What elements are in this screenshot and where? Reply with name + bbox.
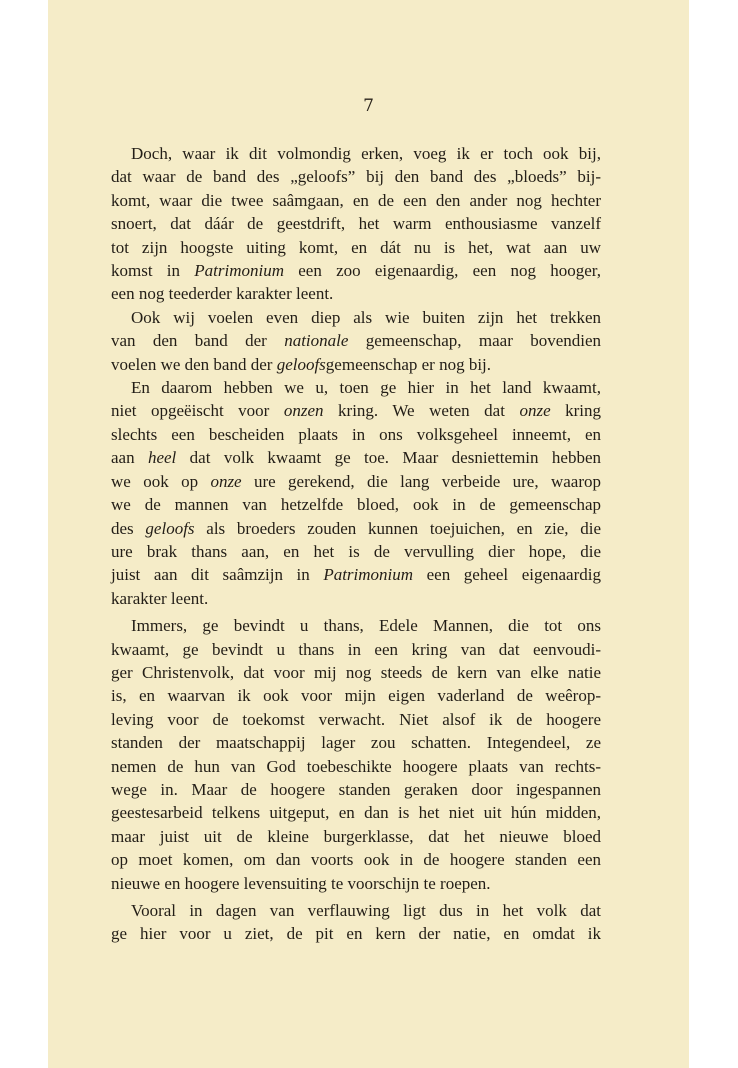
text-line: karakter leent. — [111, 588, 209, 608]
text-line: juist aan dit saâmzijn in Patrimonium een geheel eigenaardig — [111, 565, 601, 585]
text-line: we de mannen van hetzelfde bloed, ook in de gemeenschap — [111, 495, 601, 515]
text-line: aan heel dat volk kwaamt ge toe. Maar desniettemin hebben — [111, 448, 601, 468]
text-line: ger Christenvolk, dat voor mij nog steeds de kern van elke natie — [111, 662, 601, 682]
text-line: nemen de hun van God toebeschikte hoogere plaats van rechts- — [111, 756, 601, 776]
text-line: Vooral in dagen van verflauwing ligt dus in het volk dat — [131, 901, 601, 920]
page-number: 7 — [363, 96, 374, 116]
text-line: ure brak thans aan, en het is de vervulling dier hope, die — [111, 541, 601, 561]
text-line: van den band der nationale gemeenschap, maar bovendien — [111, 331, 602, 351]
text-line: maar juist uit de kleine burgerklasse, dat het nieuwe bloed — [111, 826, 601, 846]
text-line: voelen we den band der geloofsgemeenschap er nog bij. — [111, 354, 492, 374]
text-line: leving voor de toekomst verwacht. Niet alsof ik de hoogere — [111, 709, 601, 729]
text-line: standen der maatschappij lager zou schatten. Integendeel, ze — [111, 733, 601, 753]
text-line: is, en waarvan ik ook voor mijn eigen vaderland de weêrop- — [111, 686, 601, 706]
text-line: een nog teederder karakter leent. — [111, 284, 334, 304]
text-line: geestesarbeid telkens uitgeput, en dan is het niet uit hún midden, — [111, 803, 601, 823]
text-line: snoert, dat dáár de geestdrift, het warm enthousiasme vanzelf — [111, 214, 601, 234]
text-line: wege in. Maar de hoogere standen geraken door ingespannen — [111, 779, 601, 799]
text-line: En daarom hebben we u, toen ge hier in het land kwaamt, — [131, 378, 601, 398]
text-line: dat waar de band des „geloofs” bij den band des „bloeds” bij- — [111, 167, 601, 187]
text-line: op moet komen, om dan voorts ook in de hoogere standen een — [111, 850, 601, 870]
text-line: we ook op onze ure gerekend, die lang verbeide ure, waarop — [111, 471, 601, 491]
text-line: Immers, ge bevindt u thans, Edele Mannen, die tot ons — [131, 616, 601, 636]
text-line: Doch, waar ik dit volmondig erken, voeg ik er toch ook bij, — [131, 144, 601, 163]
text-line: Ook wij voelen even diep als wie buiten zijn het trekken — [131, 307, 601, 327]
body-text — [111, 142, 601, 946]
text-line: niet opgeëischt voor onzen kring. We weten dat onze kring — [111, 401, 602, 421]
text-line: des geloofs als broeders zouden kunnen toejuichen, en zie, die — [111, 518, 602, 538]
text-line: kwaamt, ge bevindt u thans in een kring van dat eenvoudi- — [111, 639, 601, 659]
text-line: komst in Patrimonium een zoo eigenaardig, een nog hooger, — [111, 261, 601, 281]
text-line: tot zijn hoogste uiting komt, en dát nu is het, wat aan uw — [111, 237, 601, 257]
text-line: komt, waar die twee saâmgaan, en de een den ander nog hechter — [111, 190, 601, 210]
text-line: ge hier voor u ziet, de pit en kern der natie, en omdat ik — [111, 924, 601, 944]
text-line: nieuwe en hoogere levensuiting te voorschijn te roepen. — [111, 873, 491, 893]
text-line: slechts een bescheiden plaats in ons volksgeheel inneemt, en — [111, 424, 601, 444]
book-page — [48, 0, 689, 1068]
